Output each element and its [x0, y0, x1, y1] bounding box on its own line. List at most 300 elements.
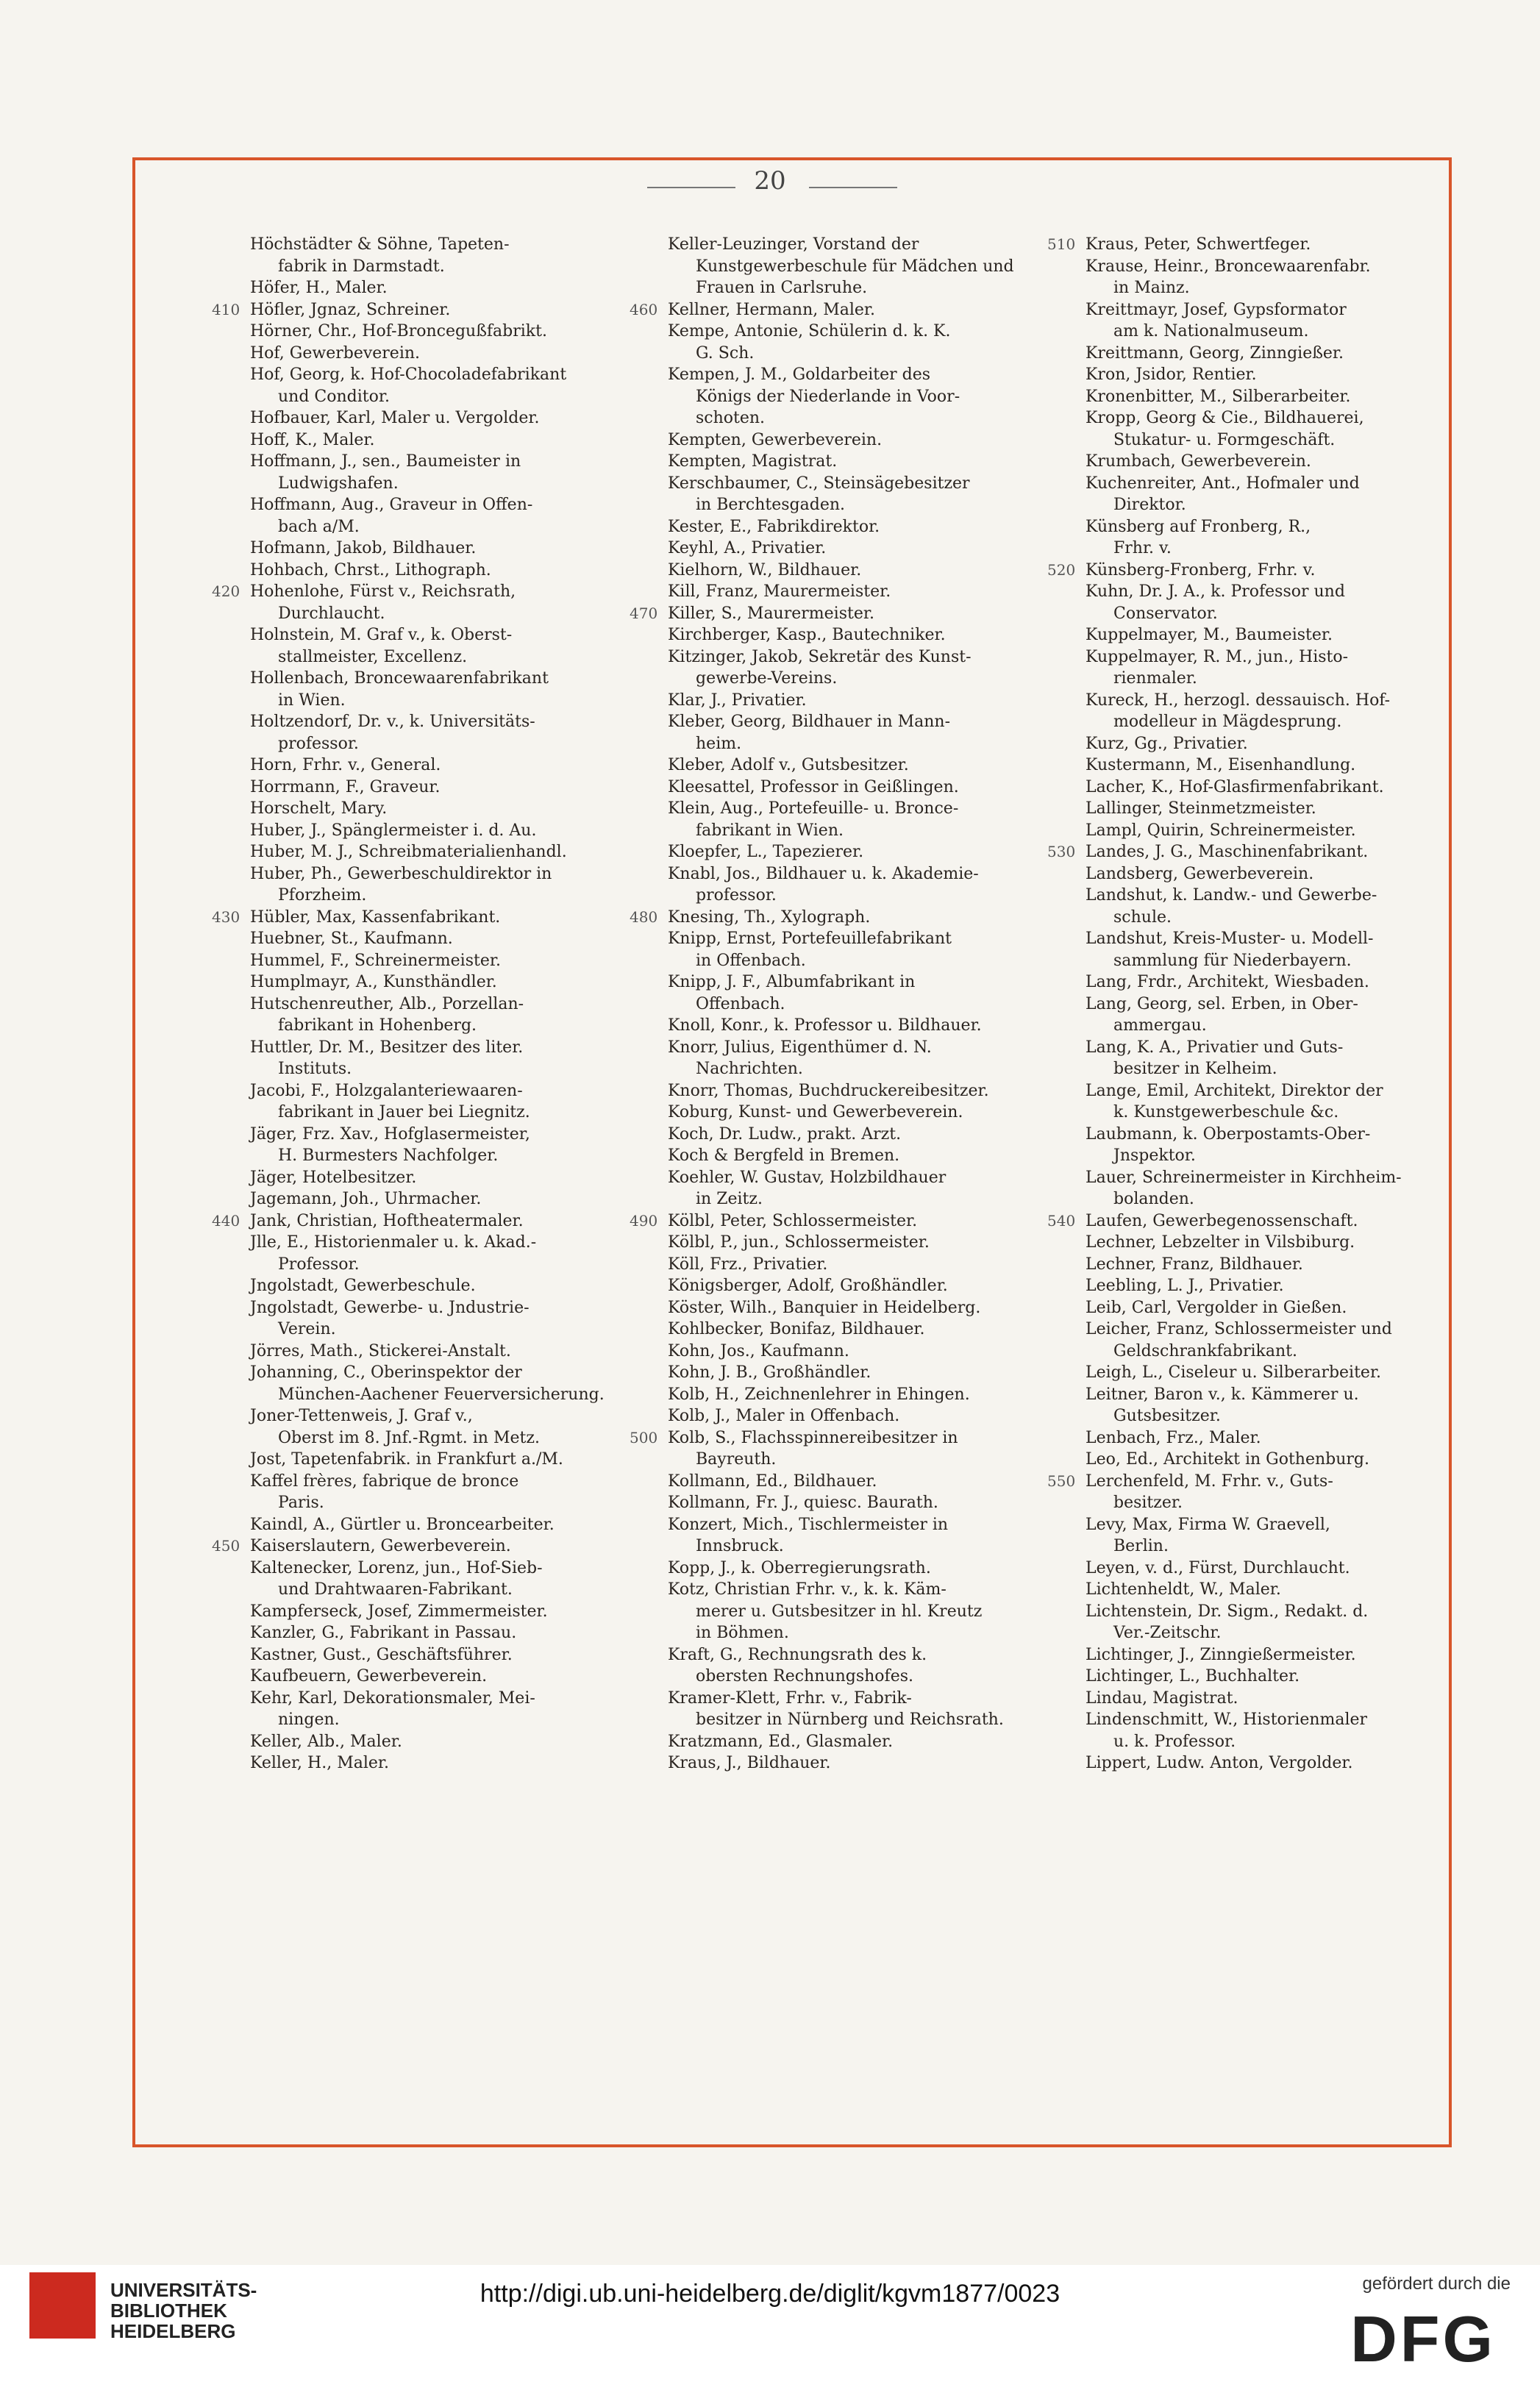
entry-name: Höchstädter & Söhne, Tapeten-	[250, 235, 510, 254]
entry-continuation: ammergau.	[1113, 1016, 1207, 1035]
entry-name: Hofbauer, Karl, Maler u. Vergolder.	[250, 409, 540, 427]
entry-continuation: k. Kunstgewerbeschule &c.	[1113, 1103, 1339, 1121]
column-right	[1047, 234, 1439, 1774]
entry-name: Kellner, Hermann, Maler.	[668, 300, 876, 319]
entry-name: Kuppelmayer, R. M., jun., Histo-	[1086, 647, 1349, 666]
entry-name: Kielhorn, W., Bildhauer.	[668, 560, 862, 579]
directory-entry	[1047, 1471, 1439, 1514]
directory-entry	[668, 234, 1050, 299]
directory-entry	[1086, 1579, 1439, 1601]
entry-continuation: fabrik in Darmstadt.	[278, 257, 445, 276]
entry-name: Lerchenfeld, M. Frhr. v., Guts-	[1086, 1472, 1333, 1491]
entry-name: Kastner, Gust., Geschäftsführer.	[250, 1645, 513, 1664]
entry-continuation: heim.	[696, 734, 742, 753]
directory-entry	[668, 1319, 1050, 1341]
entry-continuation: sammlung für Niederbayern.	[1113, 951, 1352, 970]
entry-name: Krause, Heinr., Broncewaarenfabr.	[1086, 257, 1371, 276]
directory-entry	[1086, 1644, 1439, 1666]
entry-continuation: und Drahtwaaren-Fabrikant.	[278, 1580, 513, 1599]
entry-name: Kohn, Jos., Kaufmann.	[668, 1341, 849, 1360]
entry-name: Lange, Emil, Architekt, Direktor der	[1086, 1081, 1383, 1100]
entry-continuation: in Zeitz.	[696, 1190, 763, 1208]
entry-name: Huebner, St., Kaufmann.	[250, 930, 453, 948]
entry-name: Hörner, Chr., Hof-Broncegußfabrikt.	[250, 322, 547, 340]
directory-entry	[250, 668, 632, 711]
entry-name: Konzert, Mich., Tischlermeister in	[668, 1515, 949, 1534]
directory-entry	[250, 1124, 632, 1167]
directory-entry	[250, 494, 632, 538]
entry-name: Laufen, Gewerbegenossenschaft.	[1086, 1211, 1358, 1230]
entry-name: Klein, Aug., Portefeuille- u. Bronce-	[668, 799, 959, 818]
entry-name: Kreittmann, Georg, Zinngießer.	[1086, 343, 1344, 363]
directory-entry	[668, 928, 1050, 971]
entry-name: Köster, Wilh., Banquier in Heidelberg.	[668, 1298, 981, 1317]
entry-continuation: Instituts.	[278, 1060, 352, 1078]
entry-number: 410	[212, 300, 240, 318]
directory-entry	[668, 1514, 1050, 1558]
directory-entry	[250, 407, 632, 429]
entry-continuation: Pforzheim.	[278, 886, 367, 905]
entry-name: Kopp, J., k. Oberregierungsrath.	[668, 1558, 931, 1577]
directory-entry	[668, 473, 1050, 516]
dfg-logo: DFG	[1350, 2302, 1496, 2375]
directory-entry	[1086, 1319, 1439, 1362]
entry-continuation: rienmaler.	[1113, 669, 1197, 688]
entry-name: Leebling, L. J., Privatier.	[1086, 1277, 1284, 1295]
entry-number: 540	[1047, 1211, 1076, 1230]
directory-entry	[668, 1579, 1050, 1644]
entry-continuation: professor.	[696, 886, 777, 905]
directory-entry	[668, 777, 1050, 799]
entry-number: 500	[630, 1428, 658, 1447]
entry-name: Koburg, Kunst- und Gewerbeverein.	[668, 1103, 963, 1121]
entry-name: Jagemann, Joh., Uhrmacher.	[250, 1190, 482, 1208]
directory-entry	[250, 1449, 632, 1471]
directory-entry	[1086, 1752, 1439, 1774]
entry-name: Hofmann, Jakob, Bildhauer.	[250, 539, 477, 557]
directory-entry	[1086, 343, 1439, 365]
entry-name: Kraus, Peter, Schwertfeger.	[1086, 235, 1311, 254]
entry-continuation: Paris.	[278, 1494, 324, 1512]
directory-entry	[1086, 1449, 1439, 1471]
entry-name: Hummel, F., Schreinermeister.	[250, 951, 501, 970]
entry-continuation: Offenbach.	[696, 994, 785, 1013]
directory-entry	[212, 907, 632, 929]
entry-name: Kill, Franz, Maurermeister.	[668, 582, 891, 601]
entry-name: Keller, Alb., Maler.	[250, 1732, 402, 1751]
entry-continuation: in Mainz.	[1113, 279, 1190, 297]
entry-number: 490	[630, 1211, 658, 1230]
directory-entry	[630, 1427, 1050, 1471]
page-number: 20	[754, 166, 786, 196]
entry-name: Kleber, Adolf v., Gutsbesitzer.	[668, 756, 909, 774]
entry-number: 520	[1047, 560, 1076, 579]
directory-entry	[212, 581, 632, 624]
directory-entry	[250, 971, 632, 994]
entry-name: Lichtinger, J., Zinngießermeister.	[1086, 1645, 1356, 1664]
entry-name: Koch & Bergfeld in Bremen.	[668, 1146, 900, 1165]
entry-continuation: Bayreuth.	[696, 1450, 777, 1469]
directory-entry	[668, 1124, 1050, 1146]
directory-entry	[1086, 256, 1439, 299]
entry-name: Kampferseck, Josef, Zimmermeister.	[250, 1602, 548, 1621]
entry-continuation: fabrikant in Hohenberg.	[278, 1016, 477, 1035]
entry-name: Jlle, E., Historienmaler u. k. Akad.-	[250, 1233, 537, 1252]
directory-entry	[250, 1405, 632, 1449]
entry-name: Kloepfer, L., Tapezierer.	[668, 843, 864, 861]
directory-entry	[250, 321, 632, 343]
directory-entry	[250, 1471, 632, 1514]
directory-entry	[668, 971, 1050, 1015]
entry-continuation: Berlin.	[1113, 1537, 1169, 1555]
entry-name: Kaiserslautern, Gewerbeverein.	[250, 1537, 511, 1555]
directory-entry	[1086, 1275, 1439, 1297]
entry-name: Horrmann, F., Graveur.	[250, 777, 441, 796]
entry-continuation: Verein.	[278, 1320, 336, 1338]
directory-entry	[1086, 1666, 1439, 1688]
entry-name: Künsberg-Fronberg, Frhr. v.	[1086, 560, 1316, 579]
entry-name: Kolb, H., Zeichnenlehrer in Ehingen.	[668, 1385, 970, 1404]
entry-continuation: Durchlaucht.	[278, 604, 385, 623]
entry-name: Kurz, Gg., Privatier.	[1086, 734, 1248, 753]
entry-name: Kollmann, Fr. J., quiesc. Baurath.	[668, 1494, 938, 1512]
entry-name: Kropp, Georg & Cie., Bildhauerei,	[1086, 409, 1364, 427]
entry-continuation: schule.	[1113, 907, 1172, 927]
entry-name: Holnstein, M. Graf v., k. Oberst-	[250, 626, 513, 644]
directory-entry	[668, 646, 1050, 690]
entry-name: Kratzmann, Ed., Glasmaler.	[668, 1732, 894, 1751]
entry-continuation: Professor.	[278, 1255, 360, 1274]
entry-continuation: obersten Rechnungshofes.	[696, 1667, 913, 1686]
entry-continuation: Stukatur- u. Formgeschäft.	[1113, 430, 1336, 449]
column-left	[212, 234, 632, 1774]
entry-name: Hoffmann, Aug., Graveur in Offen-	[250, 496, 533, 514]
entry-continuation: H. Burmesters Nachfolger.	[278, 1146, 499, 1165]
entry-continuation: besitzer.	[1113, 1494, 1183, 1512]
entry-name: Jost, Tapetenfabrik. in Frankfurt a./M.	[250, 1450, 563, 1469]
directory-entry	[250, 1341, 632, 1363]
directory-entry	[250, 1688, 632, 1731]
directory-entry	[1047, 841, 1439, 863]
entry-name: Lichtenheldt, W., Maler.	[1086, 1580, 1281, 1599]
directory-entry	[1086, 1167, 1439, 1210]
entry-continuation: bach a/M.	[278, 517, 360, 536]
entry-name: Kuhn, Dr. J. A., k. Professor und	[1086, 582, 1345, 601]
directory-entry	[668, 1145, 1050, 1167]
directory-entry	[1086, 364, 1439, 386]
entry-name: Kölbl, P., jun., Schlossermeister.	[668, 1233, 930, 1252]
entry-name: Kotz, Christian Frhr. v., k. k. Käm-	[668, 1580, 947, 1599]
sponsor-text: gefördert durch die	[1362, 2274, 1511, 2294]
directory-entry	[250, 429, 632, 452]
directory-entry	[212, 1535, 632, 1558]
directory-entry	[1086, 971, 1439, 994]
entry-continuation: Königs der Niederlande in Voor-	[696, 387, 960, 406]
directory-entry	[668, 755, 1050, 777]
directory-entry	[1086, 798, 1439, 820]
entry-name: Koch, Dr. Ludw., prakt. Arzt.	[668, 1124, 902, 1144]
entry-name: Lauer, Schreinermeister in Kirchheim-	[1086, 1168, 1402, 1187]
entry-continuation: Frauen in Carlsruhe.	[696, 279, 868, 297]
entry-continuation: Direktor.	[1113, 496, 1186, 514]
directory-entry	[250, 1622, 632, 1644]
entry-name: Leitner, Baron v., k. Kämmerer u.	[1086, 1385, 1359, 1404]
directory-entry	[668, 451, 1050, 473]
directory-entry	[668, 1015, 1050, 1037]
entry-name: Lang, K. A., Privatier und Guts-	[1086, 1038, 1344, 1057]
entry-continuation: Frhr. v.	[1113, 539, 1172, 557]
entry-name: Knesing, Th., Xylograph.	[668, 907, 871, 927]
directory-entry	[250, 277, 632, 299]
entry-name: Hoff, K., Maler.	[250, 430, 375, 449]
entry-name: Lechner, Lebzelter in Vilsbiburg.	[1086, 1233, 1355, 1252]
directory-entry	[1086, 1080, 1439, 1124]
entry-name: Kolb, S., Flachsspinnereibesitzer in	[668, 1428, 958, 1447]
entry-number: 510	[1047, 235, 1076, 253]
entry-name: Höfler, Jgnaz, Schreiner.	[250, 300, 451, 319]
entry-name: Lichtenstein, Dr. Sigm., Redakt. d.	[1086, 1602, 1369, 1621]
entry-continuation: gewerbe-Vereins.	[696, 669, 838, 688]
directory-entry	[668, 1362, 1050, 1384]
entry-name: Horschelt, Mary.	[250, 799, 388, 818]
entry-name: Kempen, J. M., Goldarbeiter des	[668, 365, 931, 384]
directory-entry	[668, 516, 1050, 538]
directory-entry	[668, 1080, 1050, 1102]
entry-name: Jank, Christian, Hoftheatermaler.	[250, 1211, 524, 1230]
directory-entry	[250, 777, 632, 799]
directory-entry	[668, 1688, 1050, 1731]
entry-name: Kohlbecker, Bonifaz, Bildhauer.	[668, 1320, 925, 1338]
entry-name: Kleesattel, Professor in Geißlingen.	[668, 777, 959, 796]
directory-entry	[668, 1405, 1050, 1427]
directory-entry	[250, 1297, 632, 1341]
directory-entry	[630, 1210, 1050, 1233]
entry-continuation: Nachrichten.	[696, 1060, 803, 1078]
entry-name: Jäger, Frz. Xav., Hofglasermeister,	[250, 1124, 530, 1144]
entry-number: 440	[212, 1211, 240, 1230]
entry-continuation: am k. Nationalmuseum.	[1113, 322, 1309, 340]
entry-name: Hollenbach, Broncewaarenfabrikant	[250, 669, 549, 688]
entry-continuation: fabrikant in Wien.	[696, 821, 844, 840]
entry-name: Lallinger, Steinmetzmeister.	[1086, 799, 1316, 818]
directory-entry	[250, 1232, 632, 1275]
directory-entry	[668, 1037, 1050, 1080]
directory-entry	[1086, 473, 1439, 516]
entry-name: Lindenschmitt, W., Historienmaler	[1086, 1711, 1368, 1729]
directory-entry	[250, 451, 632, 494]
directory-entry	[250, 928, 632, 950]
entry-name: Lippert, Ludw. Anton, Vergolder.	[1086, 1754, 1353, 1772]
entry-name: Leyen, v. d., Fürst, Durchlaucht.	[1086, 1558, 1350, 1577]
directory-entry	[212, 1210, 632, 1233]
directory-entry	[1086, 863, 1439, 885]
entry-name: Landes, J. G., Maschinenfabrikant.	[1086, 843, 1369, 861]
entry-continuation: und Conditor.	[278, 387, 390, 406]
entry-name: Knipp, J. F., Albumfabrikant in	[668, 973, 916, 991]
entry-continuation: u. k. Professor.	[1113, 1732, 1236, 1751]
directory-entry	[250, 1167, 632, 1189]
directory-entry	[250, 1080, 632, 1124]
entry-name: Jörres, Math., Stickerei-Anstalt.	[250, 1341, 511, 1360]
directory-entry	[250, 1362, 632, 1405]
entry-name: Knoll, Konr., k. Professor u. Bildhauer.	[668, 1016, 982, 1035]
directory-entry	[1086, 690, 1439, 733]
directory-entry	[250, 560, 632, 582]
entry-continuation: G. Sch.	[696, 343, 755, 363]
entry-continuation: merer u. Gutsbesitzer in hl. Kreutz	[696, 1602, 983, 1621]
entry-name: Kronenbitter, M., Silberarbeiter.	[1086, 387, 1351, 406]
directory-entry	[1086, 1297, 1439, 1319]
entry-name: Knorr, Julius, Eigenthümer d. N.	[668, 1038, 932, 1057]
directory-entry	[1086, 1688, 1439, 1710]
directory-entry	[250, 798, 632, 820]
entry-name: Hoffmann, J., sen., Baumeister in	[250, 452, 521, 471]
entry-continuation: professor.	[278, 734, 359, 753]
entry-name: Kolb, J., Maler in Offenbach.	[668, 1407, 900, 1425]
entry-name: Lang, Frdr., Architekt, Wiesbaden.	[1086, 973, 1369, 991]
entry-name: Kraft, G., Rechnungsrath des k.	[668, 1645, 927, 1664]
directory-entry	[250, 1188, 632, 1210]
directory-entry	[250, 841, 632, 863]
entry-name: Jngolstadt, Gewerbe- u. Jndustrie-	[250, 1298, 530, 1317]
entry-name: Lang, Georg, sel. Erben, in Ober-	[1086, 994, 1358, 1013]
entry-name: Joner-Tettenweis, J. Graf v.,	[250, 1407, 473, 1425]
entry-name: Kleber, Georg, Bildhauer in Mann-	[668, 713, 951, 731]
entry-name: Kerschbaumer, C., Steinsägebesitzer	[668, 474, 970, 493]
entry-continuation: Oberst im 8. Jnf.-Rgmt. in Metz.	[278, 1428, 540, 1447]
directory-entry	[668, 841, 1050, 863]
directory-entry	[1086, 516, 1439, 560]
entry-name: Knorr, Thomas, Buchdruckereibesitzer.	[668, 1081, 989, 1100]
directory-entry	[668, 581, 1050, 603]
directory-entry	[1086, 755, 1439, 777]
entry-name: Lenbach, Frz., Maler.	[1086, 1428, 1261, 1447]
directory-entry	[1086, 994, 1439, 1037]
entry-name: Hübler, Max, Kassenfabrikant.	[250, 907, 501, 927]
directory-entry	[250, 1731, 632, 1753]
entry-name: Kraus, J., Bildhauer.	[668, 1754, 831, 1772]
directory-entry	[1047, 234, 1439, 256]
entry-name: Kureck, H., herzogl. dessauisch. Hof-	[1086, 691, 1391, 710]
source-url[interactable]: http://digi.ub.uni-heidelberg.de/diglit/kgvm1877/0023	[480, 2280, 1060, 2308]
directory-entry	[668, 1471, 1050, 1493]
directory-entry	[250, 711, 632, 755]
entry-name: Hutschenreuther, Alb., Porzellan-	[250, 994, 524, 1013]
directory-entry	[668, 1558, 1050, 1580]
entry-name: Johanning, C., Oberinspektor der	[250, 1363, 522, 1382]
entry-name: Landsberg, Gewerbeverein.	[1086, 864, 1314, 883]
entry-continuation: besitzer in Kelheim.	[1113, 1060, 1277, 1078]
entry-name: Landshut, Kreis-Muster- u. Modell-	[1086, 930, 1374, 948]
entry-name: Lindau, Magistrat.	[1086, 1688, 1238, 1708]
entry-name: Lampl, Quirin, Schreinermeister.	[1086, 821, 1356, 840]
directory-entry	[668, 1102, 1050, 1124]
entry-name: Kaffel frères, fabrique de bronce	[250, 1472, 519, 1491]
directory-entry	[630, 299, 1050, 321]
directory-entry	[250, 1037, 632, 1080]
directory-entry	[1086, 1037, 1439, 1080]
entry-name: Lichtinger, L., Buchhalter.	[1086, 1667, 1300, 1686]
directory-entry	[1047, 1210, 1439, 1233]
directory-entry	[1086, 1362, 1439, 1384]
directory-entry	[668, 364, 1050, 429]
entry-continuation: bolanden.	[1113, 1190, 1194, 1208]
directory-entry	[1086, 581, 1439, 624]
entry-name: Kaltenecker, Lorenz, jun., Hof-Sieb-	[250, 1558, 543, 1577]
entry-name: Kuppelmayer, M., Baumeister.	[1086, 626, 1333, 644]
directory-entry	[1086, 624, 1439, 646]
directory-entry	[1086, 1254, 1439, 1276]
entry-name: Kester, E., Fabrikdirektor.	[668, 517, 880, 536]
directory-entry	[250, 1275, 632, 1297]
directory-entry	[668, 1297, 1050, 1319]
directory-entry	[630, 907, 1050, 929]
entry-name: Kuchenreiter, Ant., Hofmaler und	[1086, 474, 1360, 493]
entry-name: Holtzendorf, Dr. v., k. Universitäts-	[250, 713, 535, 731]
directory-entry	[250, 1644, 632, 1666]
entry-name: Klar, J., Privatier.	[668, 691, 807, 710]
entry-name: Keyhl, A., Privatier.	[668, 539, 827, 557]
entry-number: 430	[212, 907, 240, 926]
entry-name: Höfer, H., Maler.	[250, 279, 388, 297]
directory-entry	[250, 624, 632, 668]
entry-continuation: in Berchtesgaden.	[696, 496, 846, 514]
entry-number: 460	[630, 300, 658, 318]
entry-continuation: Ludwigshafen.	[278, 474, 399, 493]
library-name: UNIVERSITÄTS- BIBLIOTHEK HEIDELBERG	[110, 2279, 257, 2342]
entry-name: Kanzler, G., Fabrikant in Passau.	[250, 1624, 517, 1642]
entry-name: Hohenlohe, Fürst v., Reichsrath,	[250, 582, 516, 601]
directory-entry	[250, 343, 632, 365]
entry-continuation: Innsbruck.	[696, 1537, 784, 1555]
entry-continuation: Gutsbesitzer.	[1113, 1407, 1221, 1425]
entry-number: 480	[630, 907, 658, 926]
entry-name: Kempe, Antonie, Schülerin d. k. K.	[668, 322, 951, 340]
entry-name: Humplmayr, A., Kunsthändler.	[250, 973, 497, 991]
entry-name: Landshut, k. Landw.- und Gewerbe-	[1086, 886, 1377, 905]
directory-entry	[250, 364, 632, 407]
directory-entry	[668, 1492, 1050, 1514]
entry-name: Huber, M. J., Schreibmaterialienhandl.	[250, 843, 567, 861]
entry-name: Leigh, L., Ciseleur u. Silberarbeiter.	[1086, 1363, 1382, 1382]
directory-entry	[1086, 299, 1439, 343]
entry-name: Laubmann, k. Oberpostamts-Ober-	[1086, 1124, 1371, 1144]
directory-entry	[1086, 820, 1439, 842]
directory-entry	[630, 603, 1050, 625]
directory-entry	[250, 1514, 632, 1536]
entry-continuation: Jnspektor.	[1113, 1146, 1196, 1165]
entry-name: Kreittmayr, Josef, Gypsformator	[1086, 300, 1347, 319]
entry-name: Huber, Ph., Gewerbeschuldirektor in	[250, 864, 552, 883]
entry-name: Leicher, Franz, Schlossermeister und	[1086, 1320, 1392, 1338]
entry-name: Koehler, W. Gustav, Holzbildhauer	[668, 1168, 947, 1187]
entry-name: Hof, Georg, k. Hof-Chocoladefabrikant	[250, 365, 567, 384]
entry-name: Kramer-Klett, Frhr. v., Fabrik-	[668, 1688, 912, 1708]
directory-entry	[668, 690, 1050, 712]
directory-entry	[1086, 1709, 1439, 1752]
directory-entry	[1086, 1601, 1439, 1644]
directory-entry	[250, 863, 632, 907]
directory-entry	[668, 429, 1050, 452]
entry-name: Levy, Max, Firma W. Graevell,	[1086, 1515, 1330, 1534]
directory-entry	[250, 234, 632, 277]
directory-entry	[668, 711, 1050, 755]
directory-entry	[1086, 777, 1439, 799]
directory-entry	[250, 1752, 632, 1774]
entry-name: Keller-Leuzinger, Vorstand der	[668, 235, 919, 254]
directory-entry	[668, 798, 1050, 841]
entry-name: Kehr, Karl, Dekorationsmaler, Mei-	[250, 1688, 535, 1708]
